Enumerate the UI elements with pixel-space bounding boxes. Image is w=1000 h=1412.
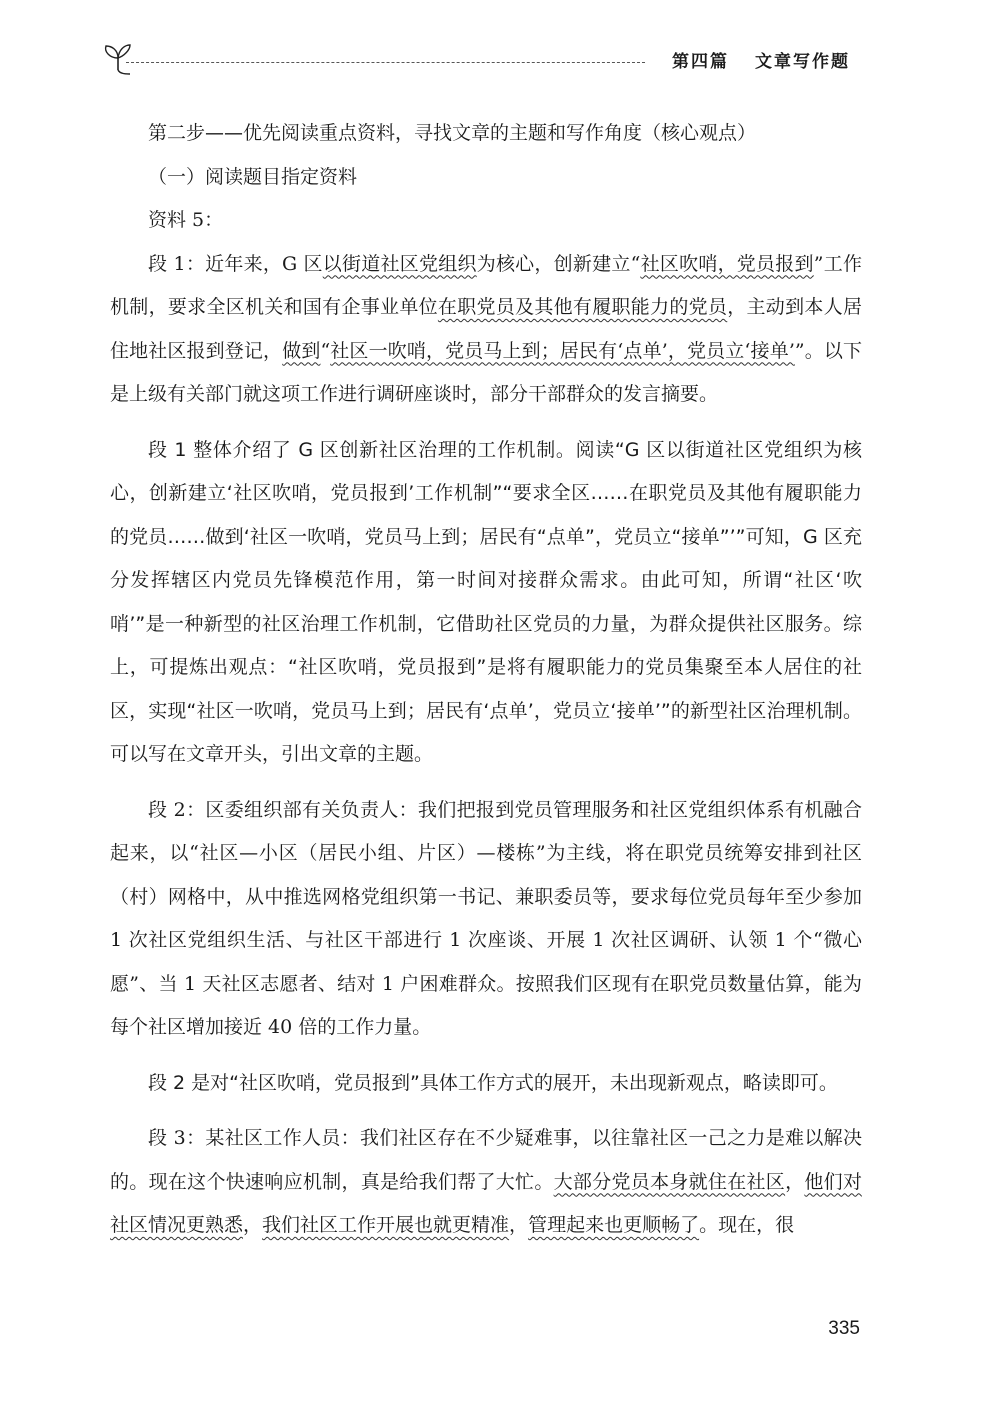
analysis-paragraph-2: 段 2 是对“社区吹哨，党员报到”具体工作方式的展开，未出现新观点，略读即可。 [148, 1071, 838, 1094]
material-paragraph-2: 段 2：区委组织部有关负责人：我们把报到党员管理服务和社区党组织体系有机融合起来，以“社区—小区（居民小组、片区）—楼栋”为主线，将在职党员统筹安排到社区（村）网格中，从中推选网格党组织第一书记、兼职委员等，要求每位党员每年至少参加 1 次社区党组织生活、与社区干部进行 1 次座谈、开展 1 次社区调研、认领 1 个“微心愿”、当 1 天社区志愿者、结对 1 户困难群众。按照我们区现有在职党员数量估算，能为每个社区增加接近 40 倍的工作力量。 [110, 798, 862, 1038]
wavy-underline: 我们社区工作开展也就更精准 [262, 1214, 510, 1236]
wavy-underline: 在职党员及其他有履职能力的党员 [437, 296, 728, 318]
material-label: 资料 5： [148, 209, 224, 231]
para3-text: ， [785, 1170, 805, 1193]
para1-text: 为核心，创新建立“ [476, 252, 641, 275]
para1-text: ”工作机制，要求全区机关和国有企事业单位 [110, 252, 862, 318]
section-label: 文章写作题 [755, 52, 850, 72]
para1-text: 段 1：近年来，G 区 [148, 252, 323, 275]
page-content [110, 112, 862, 1248]
wavy-underline: 管理起来也更顺畅了 [528, 1214, 700, 1236]
para1-text: ，主动到本人居住地社区报到登记， [110, 296, 862, 362]
page-number: 335 [828, 1318, 860, 1339]
analysis-paragraph-1: 段 1 整体介绍了 G 区创新社区治理的工作机制。阅读“G 区以街道社区党组织为核心，创新建立‘社区吹哨，党员报到’工作机制”“要求全区……在职党员及其他有履职能力的党员……做到‘社区一吹哨，党员马上到；居民有“点单”，党员立“接单”’”可知，G 区充分发挥辖区内党员先锋模范作用，第一时间对接群众需求。由此可知，所谓“社区‘吹哨’”是一种新型的社区治理工作机制，它借助社区党员的力量，为群众提供社区服务。综上，可提炼出观点：“社区吹哨，党员报到”是将有履职能力的党员集聚至本人居住的社区，实现“社区一吹哨，党员马上到；居民有‘点单’，党员立‘接单’”的新型社区治理机制。可以写在文章开头，引出文章的主题。 [110, 438, 862, 765]
sub-heading: （一）阅读题目指定资料 [148, 165, 358, 188]
wavy-underline: 大部分党员本身就住在社区 [553, 1170, 786, 1193]
header-title [672, 47, 850, 72]
material-paragraph-1 [110, 243, 862, 417]
material-paragraph-3 [110, 1117, 862, 1248]
wavy-underline: 做到 [282, 339, 321, 362]
header-rule [126, 62, 645, 63]
chapter-label: 第四篇 [672, 52, 729, 72]
step-heading: 第二步——优先阅读重点资料，寻找文章的主题和写作角度（核心观点） [148, 122, 757, 144]
para3-text: 段 3：某社区工作人员：我们社区存在不少疑难事，以往靠社区一己之力是难以解决的。现在这个快速响应机制，真是给我们帮了大忙。 [110, 1127, 862, 1193]
para3-text: 。现在，很 [699, 1214, 795, 1236]
sprout-icon [100, 40, 136, 76]
para3-text: ， [509, 1214, 529, 1236]
page-header [100, 40, 880, 80]
wavy-underline: 社区吹哨，党员报到 [640, 252, 814, 275]
para1-text: ”。以下是上级有关部门就这项工作进行调研座谈时，部分干部群众的发言摘要。 [110, 339, 862, 405]
wavy-underline: 社区一吹哨，党员马上到；居民有‘点单’，党员立‘接单’ [330, 339, 795, 362]
para3-text: ， [243, 1214, 263, 1236]
para1-text: “ [320, 339, 331, 362]
wavy-underline: 他们对社区情况更熟悉 [110, 1170, 862, 1236]
wavy-underline: 以街道社区党组织 [322, 252, 477, 275]
